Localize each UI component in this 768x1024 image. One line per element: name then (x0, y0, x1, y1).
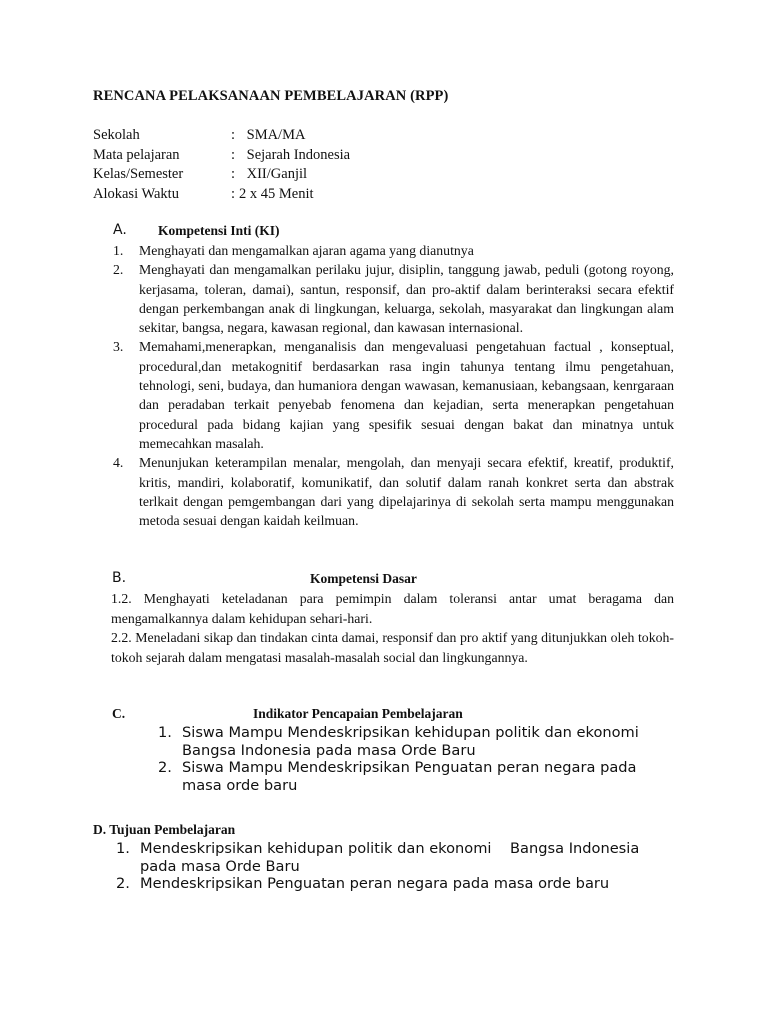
section-b-heading: Kompetensi Dasar (310, 571, 417, 586)
list-item-number: 1. (113, 243, 124, 258)
list-item-number: 4. (113, 455, 124, 471)
section-c-letter: C. (112, 706, 126, 721)
list-item-text: Mendeskripsikan Penguatan peran negara pada masa orde baru (140, 875, 610, 893)
info-label: Alokasi Waktu (93, 185, 179, 202)
document-title: RENCANA PELAKSANAAN PEMBELAJARAN (RPP) (93, 88, 449, 104)
info-separator: : (231, 127, 236, 143)
info-separator: : (231, 146, 236, 163)
info-label: Kelas/Semester (93, 166, 184, 182)
list-item-number: 2. (113, 262, 124, 278)
list-item-text: Siswa Mampu Mendeskripsikan kehidupan politik dan ekonomi Bangsa Indonesia pada masa Orde Baru (182, 724, 639, 759)
info-value: SMA/MA (243, 127, 306, 143)
tujuan-list (116, 840, 676, 893)
list-item (113, 337, 674, 453)
list-item (113, 453, 674, 530)
info-row (93, 185, 350, 205)
kd-paragraph: 1.2. Menghayati keteladanan para pemimpin dalam toleransi antar umat beragama dan mengamalkannya dalam kehidupan sehari-hari. (111, 591, 674, 626)
list-item (113, 241, 674, 260)
list-item-number: 3. (113, 339, 124, 355)
kompetensi-dasar-block (111, 589, 674, 667)
list-item-number: 2. (158, 759, 172, 777)
list-item-text: Siswa Mampu Mendeskripsikan Penguatan peran negara pada masa orde baru (182, 759, 637, 794)
info-label: Sekolah (93, 127, 140, 143)
info-separator: : (231, 166, 236, 182)
list-item-text: Memahami,menerapkan, menganalisis dan mengevaluasi pengetahuan factual , konseptual, procedural,dan metakognitif berdasarkan rasa ingin tahunya tentang ilmu pengetahuan, tehnologi, seni, budaya, dan humaniora dengan wawasan, kemanusiaan, kebangsaan, kenrgaraan dan peradaban terkait penyebab fenomena dan kejadian, serta menerapkan pengetahuan procedural pada bidang kajian yang spesifik sesuai dengan bakat dan minatnya untuk memecahkan masalah. (139, 339, 674, 451)
list-item (113, 260, 674, 337)
list-item-text: Mendeskripsikan kehidupan politik dan ekonomi Bangsa Indonesia pada masa Orde Baru (140, 840, 644, 875)
section-a-heading: Kompetensi Inti (KI) (158, 223, 280, 238)
list-item (158, 759, 674, 794)
section-c-heading: Indikator Pencapaian Pembelajaran (253, 706, 463, 721)
info-value: 2 x 45 Menit (239, 185, 314, 202)
list-item-number: 2. (116, 875, 130, 893)
kd-paragraph: 2.2. Meneladani sikap dan tindakan cinta damai, responsif dan pro aktif yang ditunjukkan oleh tokoh-tokoh sejarah dalam mengatasi masalah-masalah social dan lingkungannya. (111, 630, 674, 665)
info-value: XII/Ganjil (243, 166, 308, 182)
list-item (158, 724, 674, 759)
info-row (93, 146, 350, 166)
list-item (116, 840, 676, 875)
identity-block (93, 126, 350, 204)
list-item-text: Menunjukan keterampilan menalar, mengolah, dan menyaji secara efektif, kreatif, produktif, kritis, mandiri, kolaboratif, komunikatif, dan solutif dalam ranah konkret serta dan abstrak terlkait dengan pemgembangan dari yang dipelajarinya di sekolah serta mampu menggunakan metoda sesuai dengan kaidah keilmuan. (139, 455, 674, 529)
indikator-list (158, 724, 674, 794)
section-b-letter: B. (112, 570, 127, 586)
list-item-text: Menghayati dan mengamalkan perilaku jujur, disiplin, tanggung jawab, peduli (gotong royong, kerjasama, toleran, damai), santun, responsif, dan pro-aktif dalam berinteraksi secara efektif dengan perkembangan anak di lingkungan, keluarga, sekolah, masyarakat dan lingkungan alam sekitar, bangsa, negara, kawasan regional, dan kawasan internasional. (139, 262, 674, 336)
list-item (116, 875, 676, 893)
section-d-heading: D. Tujuan Pembelajaran (93, 822, 236, 837)
section-a-letter: A. (113, 222, 127, 238)
info-row (93, 126, 350, 146)
info-separator: : (231, 185, 236, 202)
info-value: Sejarah Indonesia (243, 146, 351, 163)
info-row (93, 165, 350, 185)
list-item-number: 1. (158, 724, 172, 741)
kompetensi-inti-list (113, 241, 674, 530)
list-item-text: Menghayati dan mengamalkan ajaran agama yang dianutnya (139, 243, 474, 258)
info-label: Mata pelajaran (93, 146, 180, 163)
list-item-number: 1. (116, 840, 130, 857)
